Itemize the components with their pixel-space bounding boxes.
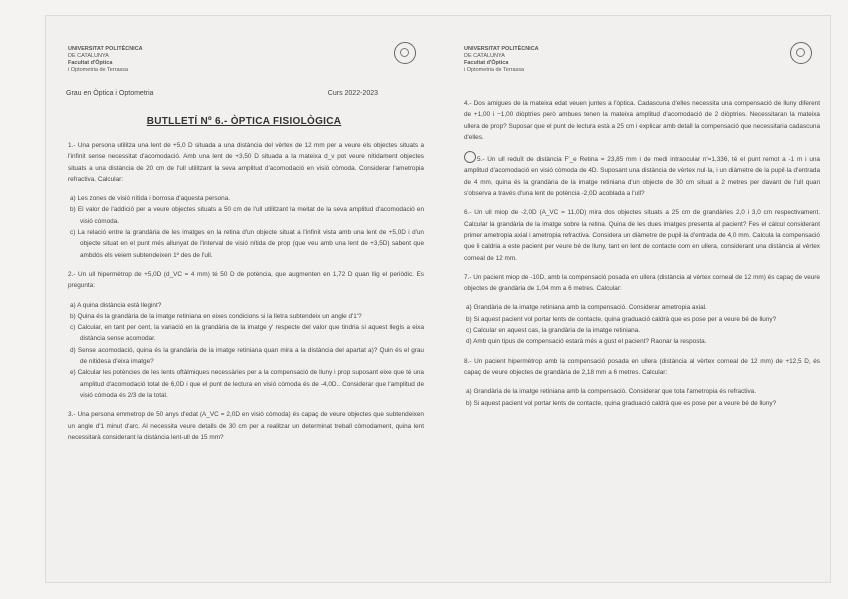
exercise-5 <box>464 151 820 199</box>
handwritten-circle-mark <box>464 151 476 163</box>
page-header <box>452 42 828 73</box>
page-header <box>56 42 432 73</box>
university-logo-text: UNIVERSITAT POLITÈCNICA DE CATALUNYA Facultat d'Òptica i Optometria de Terrassa <box>464 46 539 73</box>
exercise-list <box>464 98 820 409</box>
exercise-3: 3.- Una persona emmetrop de 50 anys d'edat (A_VC = 2,0D en visió còmoda) és capaç de veure objectes que subtendeixen un angle d'1 minut d'arc. Al necessita veure detalls de 30 cm per a realitzar un determinat treball còmodament, quina lent necessitarà considerant la distància lent-ull de 15 mm? <box>68 411 424 441</box>
exercise-1b: b) El valor de l'addició per a veure objectes situats a 50 cm de l'ull utilitzant la meitat de la seva amplitud d'acomodació en visió còmoda. <box>70 206 424 225</box>
exercise-6: 6.- Un ull miop de -2,0D (A_VC = 11,0D) mira dos objectes situats a 25 cm de grandàries 2,0 i 3,0 cm respectivament. Calcular la grandària de la imatge sobre la retina. Quina de les dues imatges presenta al pacient? Fes el càlcul considerant primer ametropia axial i ametropia refractiva. Considera un diàmetre de pupil·la d'entrada de 4,0 mm. Calcula la compensació que li caldria a este pacient per veure bé de lluny, tant en lent de contacte com en ullera, considerant una distància al vèrtex corneal de 12 mm. <box>464 209 820 262</box>
exercise-7: 7.- Un pacient miop de -10D, amb la compensació posada en ullera (distància al vèrtex corneal de 12 mm) és capaç de veure objectes de grandària de 1,04 mm a 6 metres. Calcular: <box>464 273 820 293</box>
exercise-8a: a) Grandària de la imatge retiniana amb la compensació. Considerar que tota l'ametropia és refractiva. <box>466 388 757 396</box>
exercise-8b: b) Si aquest pacient vol portar lents de contacte, quina graduació caldrà que es pose per a veure bé de lluny? <box>466 399 777 407</box>
photocopy-sheet <box>46 16 830 582</box>
exercise-8: 8.- Un pacient hipermètrop amb la compensació posada en ullera (distància al vèrtex corneal de 12 mm) de +12,5 D, és capaç de veure objectes de grandària de 2,18 mm a 6 metres. Calcular: <box>464 357 820 376</box>
exercise-2a: a) A quina distància està llegint? <box>70 301 162 309</box>
course-info <box>66 90 418 97</box>
exercise-2: 2.- Un ull hipermètrop de +5,0D (d_VC = 4 mm) té 50 D de potència, que augmenten en 1,72 D quan llig el periòdic. Es pregunta: <box>68 270 424 290</box>
exercise-7c: c) Calcular en aquest cas, la grandària de la imatge retiniana. <box>466 327 641 335</box>
exercise-list <box>68 140 424 451</box>
exercise-2e: e) Calcular les potències de les lents oftàlmiques necessàries per a la compensació de lluny i prop suposant eixe que té una amplitud d'acomodació total de 6,0D i que el punt de lectura en visió còmoda és de -4,0D.. Considerar que l'amplitud de visió còmoda és 2/3 de la total. <box>70 369 424 399</box>
exercise-5-number: 5.- <box>477 156 485 164</box>
exercise-7a: a) Grandària de la imatge retiniana amb la compensació. Considerar ametropia axial. <box>466 304 707 312</box>
exercise-5-text: Un ull reduït de distància F'_e Retina = 23,85 mm i de medi intraocular n'=1,336, té el punt remot a -1 m i una amplitud d'acomodació en visió còmoda de 4D. Suposant una distància de vèrtex nul·la, i un diàmetre de la pupil·la d'entrada de 4 mm, quina és la grandària de la imatge retiniana d'un objecte de 30 cm situat a 2 metres per davant de l'ull quan s'observa a través d'una lent de potència -2,0D acoblada a l'ull? <box>464 156 820 198</box>
exercise-1c: c) La relació entre la grandària de les imatges en la retina d'un objecte situat a l'infinit vista amb una lent de +5,0D i d'un objecte situat en el punt més allunyat de l'interval de visió nítida de prop (que veu amb una lent de +3,5D) sabent que ambdós els veiem subtendeixen 1º des de l'ull. <box>70 229 424 259</box>
exercise-2d: d) Sense acomodació, quina és la grandària de la imatge retiniana quan mira a la distància del apartat a)? Quin és el grau de nitidesa d'eixa imatge? <box>70 346 424 366</box>
university-logo-text: UNIVERSITAT POLITÈCNICA DE CATALUNYA Facultat d'Òptica i Optometria de Terrassa <box>68 46 143 73</box>
exercise-2b: b) Quina és la grandària de la imatge retiniana en eixes condicions si la lletra subtendeix un angle d'1'? <box>70 312 362 320</box>
university-seal-icon <box>394 42 416 64</box>
exercise-7b: b) Si aquest pacient vol portar lents de contacte, quina graduació caldrà que es pose per a veure bé de lluny? <box>466 315 777 323</box>
university-seal-icon <box>790 42 812 64</box>
exercise-7d: d) Amb quin tipus de compensació estarà més a gust el pacient? Raonar la resposta. <box>466 338 707 346</box>
page-left <box>56 16 432 582</box>
exercise-4: 4.- Dos amigues de la mateixa edat veuen juntes a l'òptica. Cadascuna d'elles necessita una compensació de lluny diferent de +1,00 i −1,00 diòptries però ambues tenen la mateixa amplitud d'acomodació de 2 diòptries. Necessitaran la mateixa ullera de prop? Suposar que el punt de lectura està a 25 cm i explicar amb detall la compensació que necessitaria cadascuna d'elles. <box>464 100 820 141</box>
exercise-1: 1.- Una persona utilitza una lent de +5,0 D situada a una distància del vèrtex de 12 mm per a veure els objectes situats a l'infinit sense necessitat d'acomodació. Amb una lent de +3,50 D situada a la mateixa d_v pot veure nítidament objectes situats a una distància de 20 cm de l'ull utilitzant la seva amplitud d'acomodació en visió còmoda. Considerar l'ametropia refractiva. Calcular: <box>68 142 424 183</box>
course-name: Grau en Òptica i Optometria <box>66 90 154 97</box>
page-title: BUTLLETÍ Nº 6.- ÒPTICA FISIOLÒGICA <box>146 116 342 127</box>
exercise-1a: a) Les zones de visió nítida i borrosa d'aquesta persona. <box>70 195 231 203</box>
exercise-2c: c) Calcular, en tant per cent, la variació en la grandària de la imatge y' respecte del valor que tindria si aquest llegís a eixa distància sense acomodar. <box>70 324 424 343</box>
page-right <box>452 16 828 582</box>
course-year: Curs 2022-2023 <box>327 90 378 97</box>
